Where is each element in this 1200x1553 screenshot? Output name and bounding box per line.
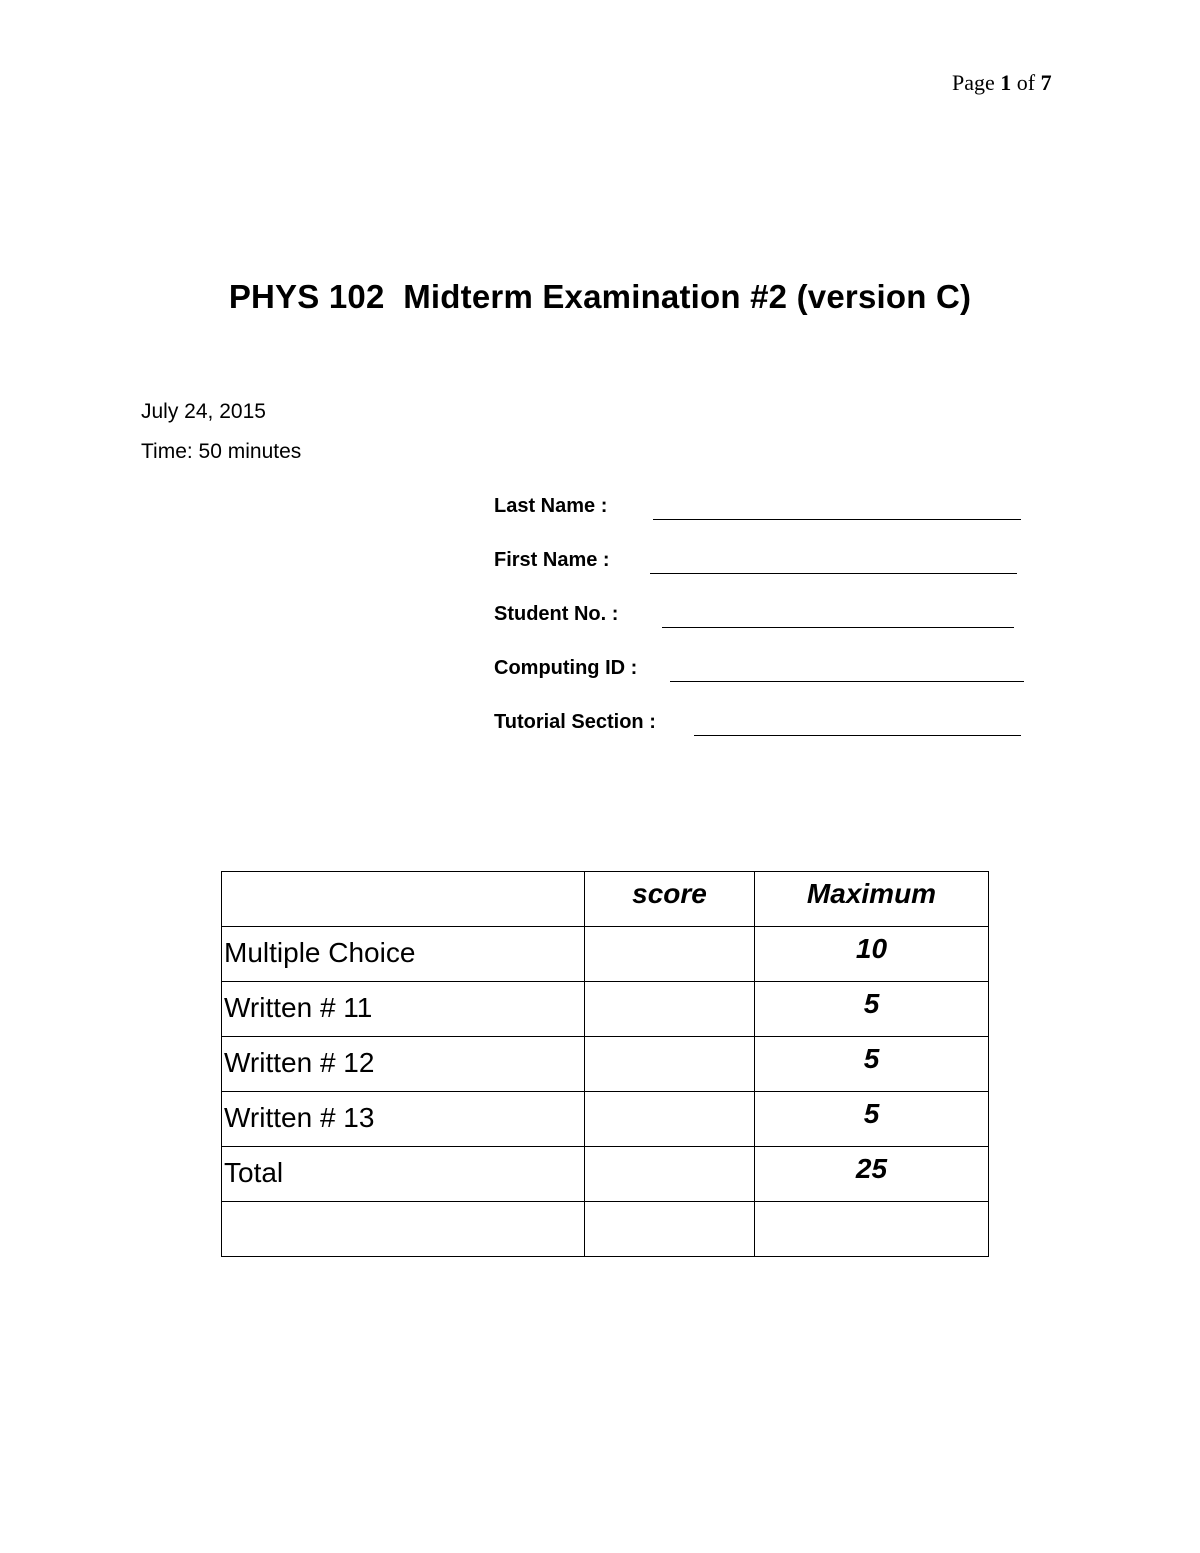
exam-title: PHYS 102 Midterm Examination #2 (version C) xyxy=(228,278,972,315)
max-cell: 5 xyxy=(755,982,989,1037)
page-number-current: 1 xyxy=(1000,70,1012,95)
max-cell xyxy=(755,1202,989,1257)
student-number-blank[interactable] xyxy=(662,627,1014,628)
table-row xyxy=(222,1147,989,1202)
first-name-blank[interactable] xyxy=(650,573,1017,574)
table-row xyxy=(222,1092,989,1147)
table-row xyxy=(222,1202,989,1257)
last-name-label: Last Name : xyxy=(494,495,608,517)
max-cell: 5 xyxy=(755,1092,989,1147)
row-label: Written # 12 xyxy=(222,1037,585,1092)
computing-id-blank[interactable] xyxy=(670,681,1024,682)
score-cell[interactable] xyxy=(585,927,755,982)
row-label: Total xyxy=(222,1147,585,1202)
row-label xyxy=(222,1202,585,1257)
table-header-row xyxy=(222,872,989,927)
header-cell-blank xyxy=(222,872,585,927)
max-cell: 10 xyxy=(755,927,989,982)
score-cell[interactable] xyxy=(585,1202,755,1257)
max-cell: 5 xyxy=(755,1037,989,1092)
row-label: Written # 13 xyxy=(222,1092,585,1147)
exam-date: July 24, 2015 xyxy=(141,400,266,423)
score-table xyxy=(221,871,989,1257)
row-label: Written # 11 xyxy=(222,982,585,1037)
tutorial-section-label: Tutorial Section : xyxy=(494,711,656,733)
score-cell[interactable] xyxy=(585,1092,755,1147)
table-row xyxy=(222,1037,989,1092)
max-cell: 25 xyxy=(755,1147,989,1202)
row-label: Multiple Choice xyxy=(222,927,585,982)
header-cell-maximum: Maximum xyxy=(755,872,989,927)
page-number-total: 7 xyxy=(1040,70,1052,95)
header-cell-score: score xyxy=(585,872,755,927)
computing-id-label: Computing ID : xyxy=(494,657,638,679)
first-name-label: First Name : xyxy=(494,549,610,571)
table-row xyxy=(222,982,989,1037)
tutorial-section-blank[interactable] xyxy=(694,735,1021,736)
score-cell[interactable] xyxy=(585,1037,755,1092)
page-number-prefix: Page xyxy=(952,70,995,95)
page-number-of: of xyxy=(1016,70,1036,95)
page-number xyxy=(952,70,1052,96)
student-number-label: Student No. : xyxy=(494,603,619,625)
score-cell[interactable] xyxy=(585,982,755,1037)
exam-time: Time: 50 minutes xyxy=(141,440,302,463)
table-row xyxy=(222,927,989,982)
score-cell[interactable] xyxy=(585,1147,755,1202)
last-name-blank[interactable] xyxy=(653,519,1021,520)
